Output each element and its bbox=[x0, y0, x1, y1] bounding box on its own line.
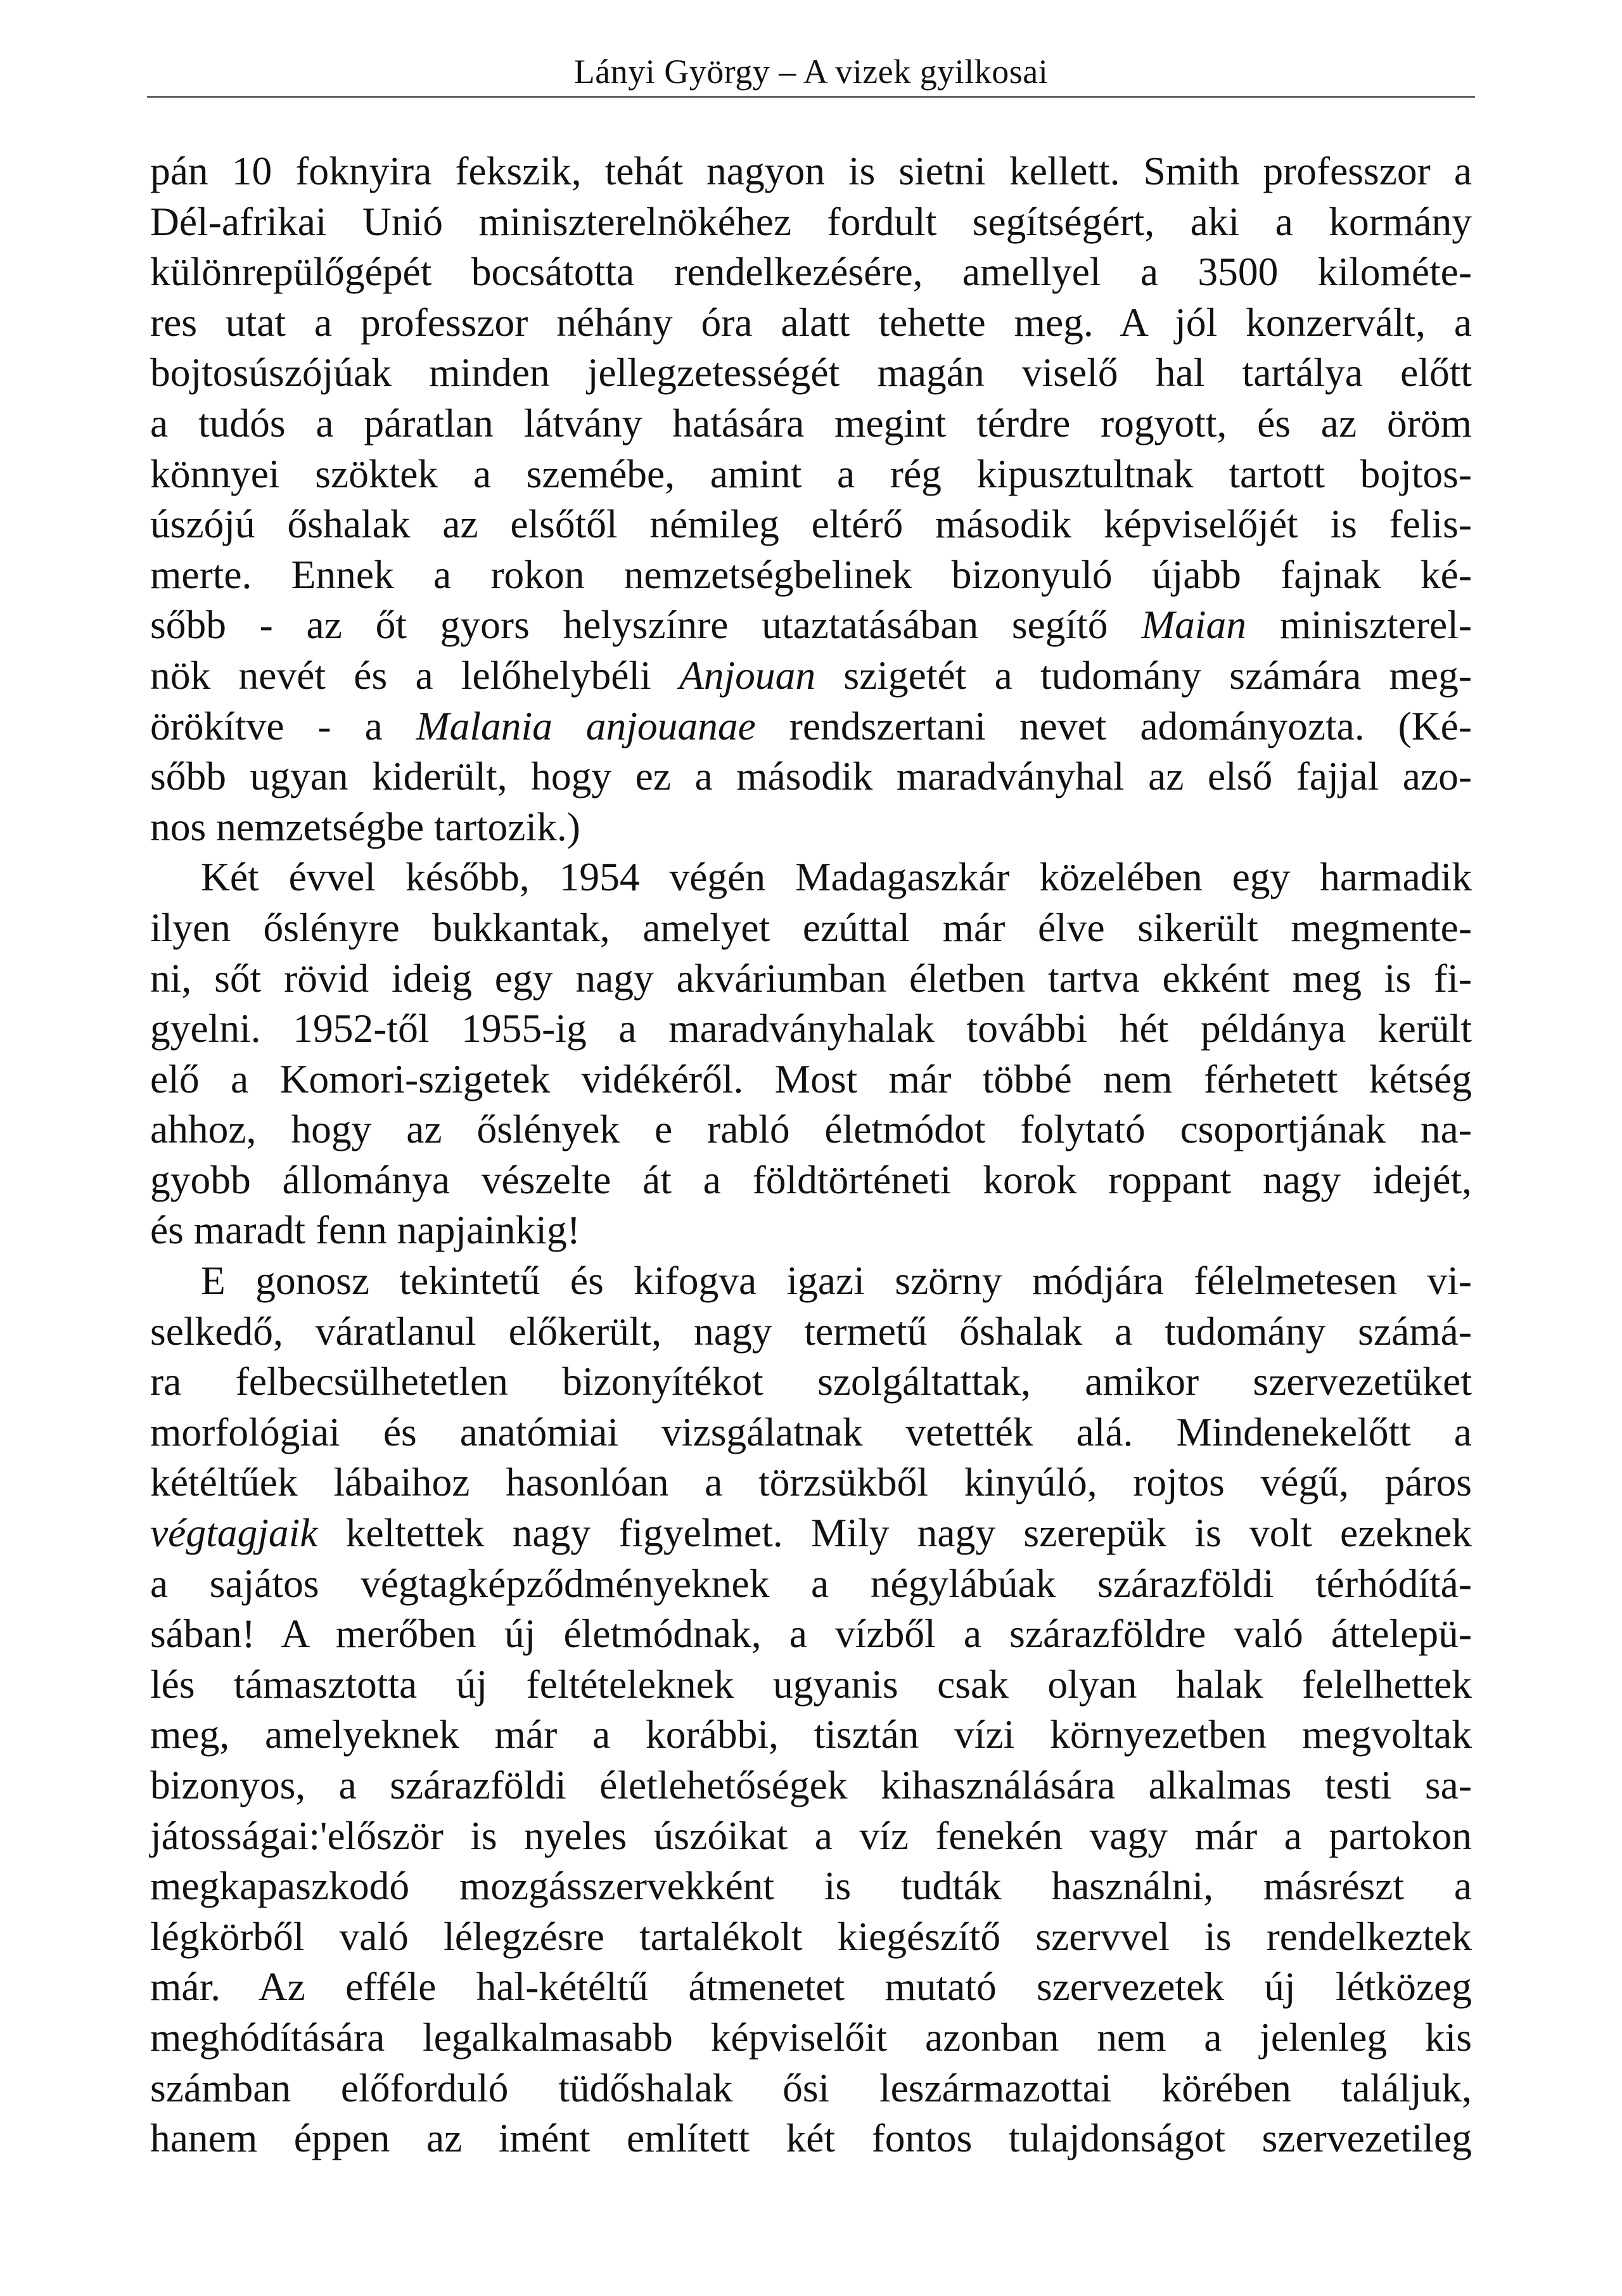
text-line: ra felbecsülhetetlen bizonyítékot szolgáltattak, amikor szervezetüket bbox=[150, 1359, 1472, 1404]
italic-name: Anjouan bbox=[679, 652, 816, 698]
text-line: úszójú őshalak az elsőtől némileg eltérő második képviselőjét is felis- bbox=[150, 501, 1472, 547]
text-line: sőbb ugyan kiderült, hogy ez a második maradványhal az első fajjal azo- bbox=[150, 754, 1472, 799]
text-line: lés támasztotta új feltételeknek ugyanis csak olyan halak felelhettek bbox=[150, 1661, 1472, 1707]
text-line: sában! A merőben új életmódnak, a vízből a szárazföldre való áttelepü- bbox=[150, 1611, 1472, 1657]
text-line: örökítve - a Malania anjouanae rendszertani nevet adományozta. (Ké- bbox=[150, 703, 1472, 748]
body-text bbox=[150, 146, 1472, 2164]
text-line: hanem éppen az imént említett két fontos tulajdonságot szervezetileg bbox=[150, 2115, 1472, 2161]
text-line: ahhoz, hogy az őslények e rabló életmódot folytató csoportjának na- bbox=[150, 1106, 1472, 1152]
text-line: bizonyos, a szárazföldi életlehetőségek kihasználására alkalmas testi sa- bbox=[150, 1762, 1472, 1807]
text-line: Dél-afrikai Unió miniszterelnökéhez fordult segítségért, aki a kormány bbox=[150, 198, 1472, 244]
text-line: és maradt fenn napjainkig! bbox=[150, 1207, 580, 1253]
text-line: bojtosúszójúak minden jellegzetességét magán viselő hal tartálya előtt bbox=[150, 350, 1472, 395]
text-line: gyelni. 1952-től 1955-ig a maradványhalak további hét példánya került bbox=[150, 1006, 1472, 1051]
text-line: E gonosz tekintetű és kifogva igazi szörny módjára félelmetesen vi- bbox=[201, 1258, 1472, 1304]
text-line: a tudós a páratlan látvány hatására megint térdre rogyott, és az öröm bbox=[150, 400, 1472, 446]
text-line: kétéltűek lábaihoz hasonlóan a törzsükből kinyúló, rojtos végű, páros bbox=[150, 1459, 1472, 1505]
text-line: légkörből való lélegzésre tartalékolt kiegészítő szervvel is rendelkeztek bbox=[150, 1913, 1472, 1959]
text-line: selkedő, váratlanul előkerült, nagy termetű őshalak a tudomány számá- bbox=[150, 1308, 1472, 1354]
text-line: megkapaszkodó mozgásszervekként is tudták használni, másrészt a bbox=[150, 1863, 1472, 1909]
italic-term: végtagjaik bbox=[150, 1510, 318, 1556]
text-line: ni, sőt rövid ideig egy nagy akváriumban életben tartva ekként meg is fi- bbox=[150, 955, 1472, 1001]
text-line: nök nevét és a lelőhelybéli Anjouan szigetét a tudomány számára meg- bbox=[150, 652, 1472, 698]
paragraph-2 bbox=[150, 852, 1472, 1255]
italic-name: Maian bbox=[1141, 602, 1247, 648]
text-line: meghódítására legalkalmasabb képviselőit azonban nem a jelenleg kis bbox=[150, 2014, 1472, 2060]
text-line: res utat a professzor néhány óra alatt tehette meg. A jól konzervált, a bbox=[150, 299, 1472, 345]
paragraph-3 bbox=[150, 1255, 1472, 2164]
text-line: morfológiai és anatómiai vizsgálatnak vetették alá. Mindenekelőtt a bbox=[150, 1409, 1472, 1454]
text-line: végtagjaik keltettek nagy figyelmet. Mily nagy szerepük is volt ezeknek bbox=[150, 1510, 1472, 1556]
text-line: pán 10 foknyira fekszik, tehát nagyon is sietni kellett. Smith professzor a bbox=[150, 148, 1472, 193]
text-line: könnyei szöktek a szemébe, amint a rég kipusztultnak tartott bojtos- bbox=[150, 451, 1472, 496]
italic-species-name: Malania anjouanae bbox=[416, 703, 756, 748]
text-line: sőbb - az őt gyors helyszínre utaztatásában segítő Maian miniszterel- bbox=[150, 602, 1472, 648]
paragraph-1 bbox=[150, 146, 1472, 852]
text-line: Két évvel később, 1954 végén Madagaszkár közelében egy harmadik bbox=[201, 854, 1472, 900]
text-line: meg, amelyeknek már a korábbi, tisztán vízi környezetben megvoltak bbox=[150, 1712, 1472, 1757]
text-line: merte. Ennek a rokon nemzetségbelinek bizonyuló újabb fajnak ké- bbox=[150, 551, 1472, 597]
running-header: Lányi György – A vizek gyilkosai bbox=[573, 53, 1049, 91]
header-rule bbox=[147, 96, 1475, 98]
text-line: elő a Komori-szigetek vidékéről. Most már többé nem férhetett kétség bbox=[150, 1056, 1472, 1101]
text-line: különrepülőgépét bocsátotta rendelkezésére, amellyel a 3500 kilométe- bbox=[150, 249, 1472, 295]
text-line: nos nemzetségbe tartozik.) bbox=[150, 804, 580, 849]
text-line: számban előforduló tüdőshalak ősi leszármazottai körében találjuk, bbox=[150, 2065, 1472, 2110]
text-line: játosságai:'először is nyeles úszóikat a víz fenekén vagy már a partokon bbox=[150, 1812, 1472, 1858]
text-line: gyobb állománya vészelte át a földtörténeti korok roppant nagy idejét, bbox=[150, 1157, 1472, 1202]
text-line: a sajátos végtagképződményeknek a négylábúak szárazföldi térhódítá- bbox=[150, 1560, 1472, 1606]
text-line: ilyen őslényre bukkantak, amelyet ezúttal már élve sikerült megmente- bbox=[150, 904, 1472, 950]
text-line: már. Az efféle hal-kétéltű átmenetet mutató szervezetek új létközeg bbox=[150, 1964, 1472, 2010]
